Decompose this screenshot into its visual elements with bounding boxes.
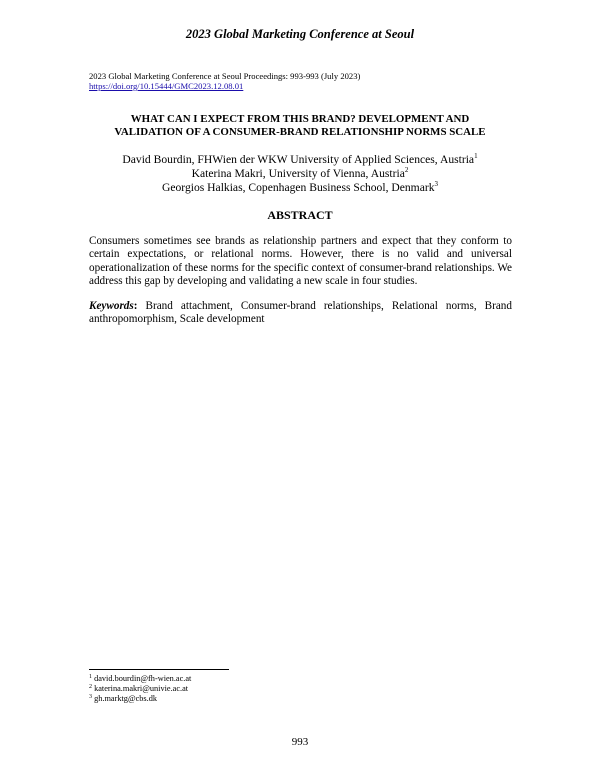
author-3: [0, 181, 600, 195]
keywords-sep: :: [133, 300, 138, 312]
author-2: [0, 167, 600, 181]
doi-link[interactable]: https://doi.org/10.15444/GMC2023.12.08.01: [89, 81, 244, 91]
footnotes: [89, 674, 191, 705]
proceedings-citation: 2023 Global Marketing Conference at Seoul Proceedings: 993-993 (July 2023): [89, 71, 361, 81]
keywords-label: Keywords: [89, 300, 134, 312]
author-3-text: Georgios Halkias, Copenhagen Business School, Denmark: [161, 181, 435, 194]
running-head: 2023 Global Marketing Conference at Seoul: [185, 27, 415, 41]
author-1-mark: 1: [474, 152, 478, 160]
footnote-3-mark: 3: [89, 694, 92, 701]
footnote-1-text: david.bourdin@fh-wien.ac.at: [92, 674, 192, 683]
author-3-mark: 3: [434, 180, 439, 188]
footnote-3-text: gh.marktg@cbs.dk: [92, 694, 158, 704]
paper-title: [0, 113, 600, 139]
footnote-2-text: katerina.makri@univie.ac.at: [92, 684, 189, 694]
title-line-1: WHAT CAN I EXPECT FROM THIS BRAND? DEVELOPMENT AND: [130, 113, 470, 125]
footnote-1: [89, 674, 191, 684]
abstract-body: Consumers sometimes see brands as relationship partners and expect that they conform to certain expectations, or relational norms. However, there is no valid and universal operationalization of these norms for the specific context of consumer-brand relationships. We address this gap by developing and validating a new scale in four studies.: [89, 235, 512, 287]
footnote-1-mark: 1: [89, 674, 92, 680]
title-line-2: VALIDATION OF A CONSUMER-BRAND RELATIONSHIP NORMS SCALE: [114, 126, 486, 138]
footnote-divider: [89, 669, 229, 670]
footnote-3: [89, 694, 191, 704]
author-1: [0, 153, 600, 167]
author-2-mark: 2: [404, 166, 409, 174]
footnote-2: [89, 684, 191, 694]
author-list: [0, 153, 600, 195]
author-2-text: Katerina Makri, University of Vienna, Austria: [191, 167, 405, 180]
page-number: 993: [291, 736, 309, 748]
keywords: [89, 300, 512, 327]
proceedings-info: [89, 71, 360, 91]
author-1-text: David Bourdin, FHWien der WKW University of Applied Sciences, Austria: [122, 153, 475, 166]
footnote-2-mark: 2: [89, 684, 92, 691]
keywords-text: Brand attachment, Consumer-brand relationships, Relational norms, Brand anthropomorphism, Scale development: [89, 300, 512, 326]
abstract-heading: ABSTRACT: [267, 208, 333, 222]
